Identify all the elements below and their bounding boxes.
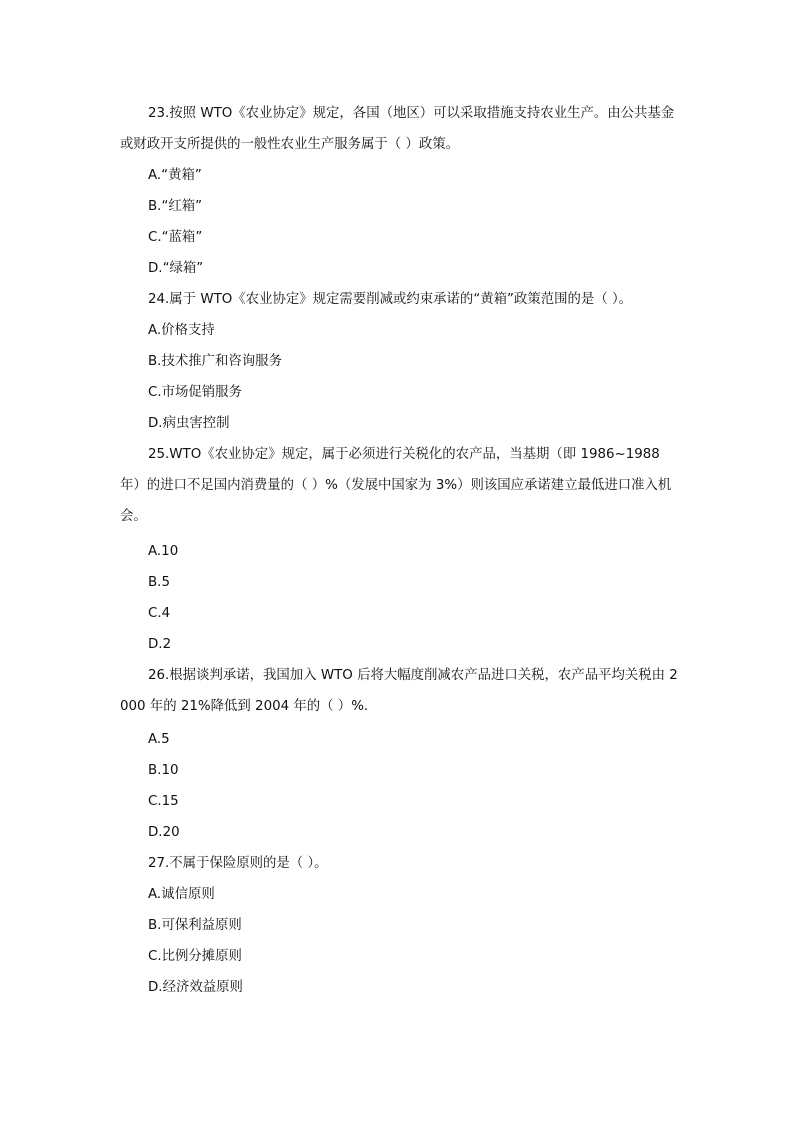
option-26-d: D.20 — [148, 825, 180, 840]
option-23-a: A.“黄箱” — [148, 168, 202, 183]
option-25-b: B.5 — [148, 575, 170, 590]
option-27-a: A.诚信原则 — [148, 887, 215, 902]
option-24-a: A.价格支持 — [148, 323, 215, 338]
question-23: 23.按照 WTO《农业协定》规定，各国（地区）可以采取措施支持农业生产。由公共基金或财政开支所提供的一般性农业生产服务属于（ ）政策。 — [120, 106, 675, 152]
option-25-c: C.4 — [148, 606, 171, 621]
option-23-d: D.“绿箱” — [148, 261, 204, 276]
option-26-a: A.5 — [148, 732, 170, 747]
option-26-c: C.15 — [148, 794, 179, 809]
option-27-c: C.比例分摊原则 — [148, 949, 242, 964]
option-23-c: C.“蓝箱” — [148, 230, 203, 245]
option-24-c: C.市场促销服务 — [148, 385, 242, 400]
option-25-a: A.10 — [148, 544, 179, 559]
question-26: 26.根据谈判承诺，我国加入 WTO 后将大幅度削减农产品进口关税，农产品平均关税由 2000 年的 21%降低到 2004 年的（ ）%. — [120, 668, 678, 714]
question-25: 25.WTO《农业协定》规定，属于必须进行关税化的农产品，当基期（即 1986~1988 年）的进口不足国内消费量的（ ）%（发展中国家为 3%）则该国应承诺建立最低进口准入机会。 — [120, 447, 672, 524]
option-27-b: B.可保利益原则 — [148, 918, 242, 933]
option-24-b: B.技术推广和咨询服务 — [148, 354, 282, 369]
option-23-b: B.“红箱” — [148, 199, 203, 214]
option-26-b: B.10 — [148, 763, 179, 778]
option-24-d: D.病虫害控制 — [148, 416, 230, 431]
question-27: 27.不属于保险原则的是（ ）。 — [148, 856, 328, 871]
question-24: 24.属于 WTO《农业协定》规定需要削减或约束承诺的“黄箱”政策范围的是（ ）。 — [148, 292, 633, 307]
option-27-d: D.经济效益原则 — [148, 980, 243, 995]
option-25-d: D.2 — [148, 637, 172, 652]
